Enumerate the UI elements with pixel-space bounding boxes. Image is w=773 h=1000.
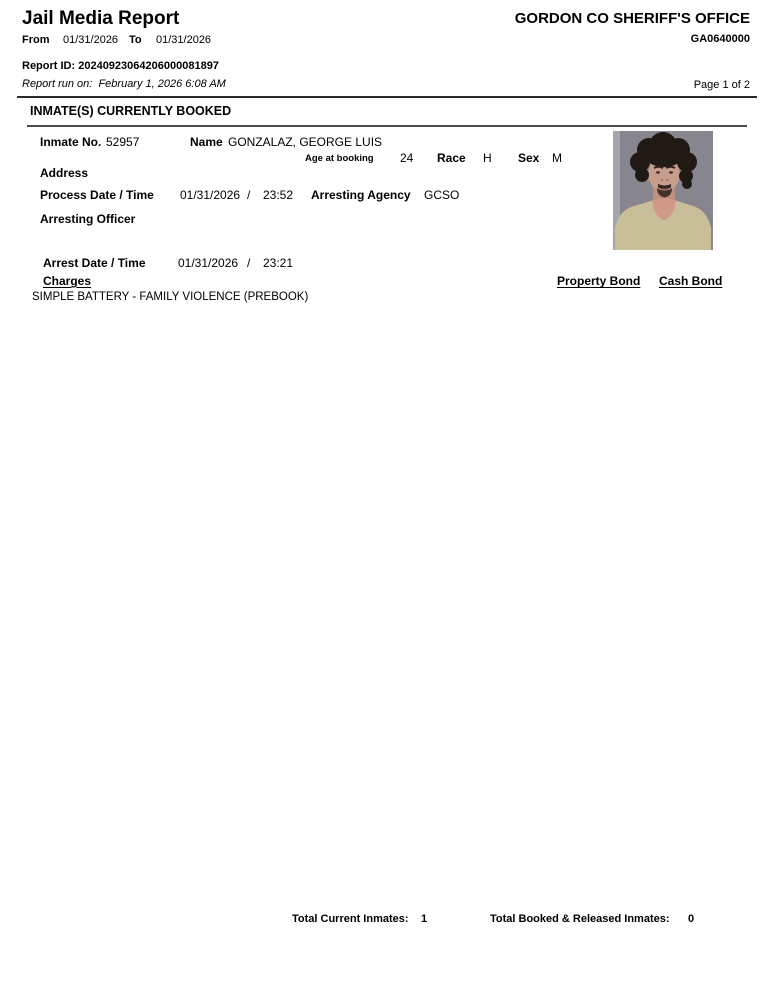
process-date-value: 01/31/2026 (180, 188, 241, 202)
arresting-agency-label: Arresting Agency (311, 188, 411, 202)
sex-label: Sex (518, 151, 540, 165)
process-separator: / (247, 188, 251, 202)
sex-value: M (552, 151, 562, 165)
report-run-on (22, 78, 226, 90)
office-name: GORDON CO SHERIFF'S OFFICE (514, 10, 750, 27)
process-time-value: 23:52 (263, 188, 294, 202)
mugshot-graphic (613, 131, 713, 250)
to-value: 01/31/2026 (156, 34, 212, 46)
property-bond-header: Property Bond (557, 274, 641, 288)
cash-bond-header: Cash Bond (659, 274, 723, 288)
name-label: Name (190, 135, 223, 149)
name-value: GONZALAZ, GEORGE LUIS (228, 135, 383, 149)
total-booked-released-value: 0 (688, 913, 695, 925)
age-at-booking-label: Age at booking (305, 153, 374, 164)
header-divider (17, 96, 757, 98)
run-on-label: Report run on: (22, 78, 93, 90)
total-current-inmates-label: Total Current Inmates: (292, 913, 409, 925)
arrest-date-value: 01/31/2026 (178, 256, 239, 270)
section-title: INMATE(S) CURRENTLY BOOKED (30, 104, 232, 118)
ori-number: GA0640000 (690, 33, 750, 45)
arrest-datetime-label: Arrest Date / Time (43, 256, 146, 270)
total-booked-released-label: Total Booked & Released Inmates: (490, 913, 670, 925)
inmate-no-label: Inmate No. (40, 135, 102, 149)
race-value: H (483, 151, 492, 165)
charge-item: SIMPLE BATTERY - FAMILY VIOLENCE (PREBOOK) (32, 291, 309, 303)
to-label: To (129, 34, 142, 46)
arresting-officer-label: Arresting Officer (40, 212, 136, 226)
date-range-row (22, 34, 212, 46)
process-datetime-label: Process Date / Time (40, 188, 154, 202)
page-number: Page 1 of 2 (693, 79, 750, 91)
arresting-agency-value: GCSO (424, 188, 460, 202)
total-current-inmates-value: 1 (421, 913, 428, 925)
arrest-separator: / (247, 256, 251, 270)
inmate-mugshot-photo (613, 131, 713, 250)
from-label: From (22, 34, 50, 46)
age-value: 24 (400, 151, 414, 165)
address-label: Address (40, 166, 89, 180)
section-divider (27, 125, 747, 127)
charges-header: Charges (43, 274, 92, 288)
from-value: 01/31/2026 (63, 34, 119, 46)
run-on-value: February 1, 2026 6:08 AM (98, 78, 226, 90)
report-id: Report ID: 20240923064206000081897 (22, 60, 219, 72)
race-label: Race (437, 151, 466, 165)
page-title: Jail Media Report (22, 8, 180, 29)
arrest-time-value: 23:21 (263, 256, 294, 270)
inmate-no-value: 52957 (106, 135, 140, 149)
